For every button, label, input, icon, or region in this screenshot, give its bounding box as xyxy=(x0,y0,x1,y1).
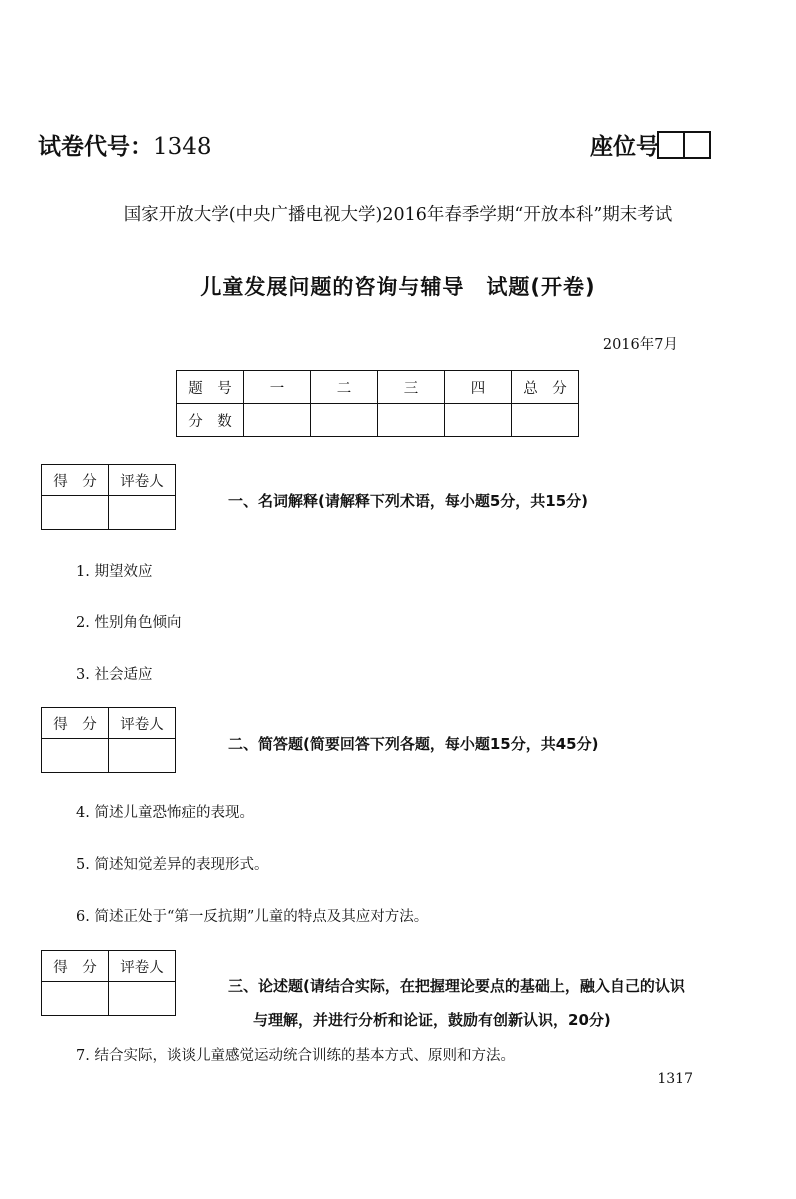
grader-score-cell[interactable] xyxy=(42,739,109,773)
seat-box-1 xyxy=(657,131,685,159)
grader-score-label: 得 分 xyxy=(42,951,109,982)
grader-score-cell[interactable] xyxy=(42,496,109,530)
grader-name-cell[interactable] xyxy=(109,739,176,773)
score-table-cell: 分 数 xyxy=(177,404,244,437)
score-table-cell: 四 xyxy=(445,371,512,404)
question-item: 7. 结合实际，谈谈儿童感觉运动统合训练的基本方式、原则和方法。 xyxy=(76,1048,515,1064)
page-number: 1317 xyxy=(657,1071,693,1087)
exam-code xyxy=(38,128,212,161)
exam-title: 儿童发展问题的咨询与辅导 试题(开卷) xyxy=(200,275,596,299)
section-3-heading-line-2: 与理解，并进行分析和论证，鼓励有创新认识，20分) xyxy=(253,1011,611,1029)
score-entry-cell[interactable] xyxy=(445,404,512,437)
exam-date: 2016年7月 xyxy=(602,337,678,353)
grader-name-cell[interactable] xyxy=(109,496,176,530)
grader-score-label: 得 分 xyxy=(42,465,109,496)
grader-name-label: 评卷人 xyxy=(109,951,176,982)
grader-score-label: 得 分 xyxy=(42,708,109,739)
score-table-cell: 总 分 xyxy=(512,371,579,404)
score-entry-cell[interactable] xyxy=(512,404,579,437)
question-item: 4. 简述儿童恐怖症的表现。 xyxy=(76,805,254,821)
grader-score-cell[interactable] xyxy=(42,982,109,1016)
score-entry-cell[interactable] xyxy=(378,404,445,437)
score-table-cell: 一 xyxy=(244,371,311,404)
grader-box-2 xyxy=(41,707,176,773)
score-entry-cell[interactable] xyxy=(311,404,378,437)
score-table-header-row xyxy=(177,371,579,404)
score-table-cell: 二 xyxy=(311,371,378,404)
score-table-score-row xyxy=(177,404,579,437)
score-table xyxy=(176,370,579,437)
score-table-cell: 三 xyxy=(378,371,445,404)
grader-name-label: 评卷人 xyxy=(109,465,176,496)
question-item: 6. 简述正处于“第一反抗期”儿童的特点及其应对方法。 xyxy=(76,909,429,925)
seat-number xyxy=(590,128,711,161)
question-item: 3. 社会适应 xyxy=(76,667,153,683)
question-item: 1. 期望效应 xyxy=(76,564,153,580)
score-entry-cell[interactable] xyxy=(244,404,311,437)
exam-code-label: 试卷代号： xyxy=(38,134,153,160)
section-3-heading-line-1: 三、论述题(请结合实际，在把握理论要点的基础上，融入自己的认识 xyxy=(228,977,685,995)
section-2-heading: 二、简答题(简要回答下列各题，每小题15分，共45分) xyxy=(228,735,599,753)
seat-box-2 xyxy=(683,131,711,159)
seat-number-label: 座位号 xyxy=(590,134,659,160)
exam-code-value: 1348 xyxy=(153,134,212,160)
grader-box-1 xyxy=(41,464,176,530)
question-item: 5. 简述知觉差异的表现形式。 xyxy=(76,857,269,873)
institution-line: 国家开放大学(中央广播电视大学)2016年春季学期“开放本科”期末考试 xyxy=(123,205,673,225)
grader-box-3 xyxy=(41,950,176,1016)
score-table-cell: 题 号 xyxy=(177,371,244,404)
question-item: 2. 性别角色倾向 xyxy=(76,615,182,631)
grader-name-label: 评卷人 xyxy=(109,708,176,739)
grader-name-cell[interactable] xyxy=(109,982,176,1016)
section-1-heading: 一、名词解释(请解释下列术语，每小题5分，共15分) xyxy=(228,492,589,510)
